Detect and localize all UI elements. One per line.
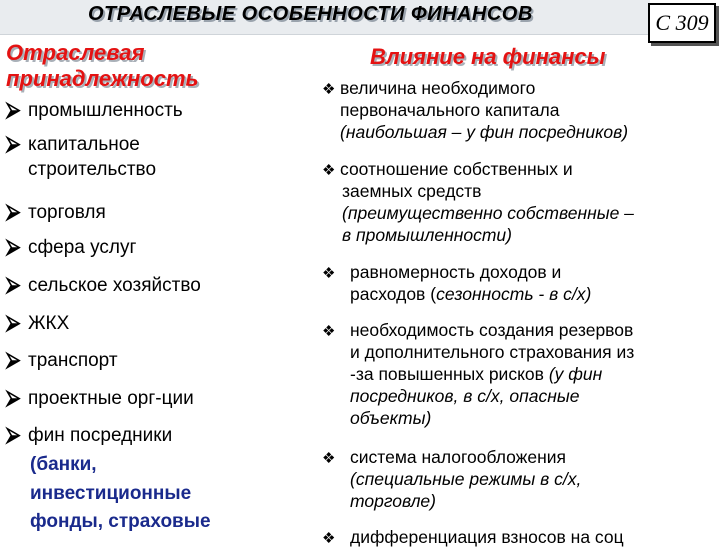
- diamond-bullet-icon: ❖: [322, 323, 336, 340]
- arrow-bullet-icon: ⮚: [6, 274, 21, 296]
- arrow-bullet-icon: ⮚: [6, 349, 21, 371]
- bullet-2-line2: заемных средств: [342, 181, 482, 201]
- bullet-5-line2: (специальные режимы в с/х,: [350, 469, 582, 489]
- page-number-box: С 309: [648, 3, 716, 43]
- arrow-bullet-icon: ⮚: [6, 236, 21, 258]
- bullet-5-line3: торговле): [350, 491, 436, 511]
- bullet-2-line3: (преимущественно собственные –: [342, 203, 634, 223]
- left-heading-line2: принадлежность: [6, 66, 199, 91]
- bullet-1-line3: (наибольшая – у фин посредников): [340, 122, 629, 142]
- list-item-industry: ⮚ промышленность: [6, 99, 183, 121]
- list-item-transport: ⮚ транспорт: [6, 349, 118, 371]
- slide-title: ОТРАСЛЕВЫЕ ОСОБЕННОСТИ ФИНАНСОВ: [88, 3, 533, 25]
- list-item-services: ⮚ сфера услуг: [6, 236, 137, 258]
- bullet-2-line4: в промышленности): [342, 225, 512, 245]
- list-item-housing: ⮚ ЖКХ: [6, 312, 70, 334]
- bullet-4-line3: -за повышенных рисков (у фин: [350, 364, 603, 384]
- arrow-bullet-icon: ⮚: [6, 387, 21, 409]
- list-item-design: ⮚ проектные орг-ции: [6, 387, 194, 409]
- bullet-4-line2: и дополнительного страхования из: [350, 342, 635, 362]
- left-heading-line1: Отраслевая: [6, 40, 145, 65]
- list-item-financial: ⮚ фин посредники: [6, 424, 173, 446]
- arrow-bullet-icon: ⮚: [6, 424, 21, 446]
- list-item-financial-insurance: фонды, страховые: [30, 511, 211, 532]
- diamond-bullet-icon: ❖: [322, 530, 336, 547]
- diamond-bullet-icon: ❖: [322, 162, 336, 179]
- arrow-bullet-icon: ⮚: [6, 201, 21, 223]
- arrow-bullet-icon: ⮚: [6, 99, 21, 121]
- bullet-4-line1: ❖ необходимость создания резервов: [322, 320, 633, 343]
- diamond-bullet-icon: ❖: [322, 450, 336, 467]
- bullet-6-line1: ❖ дифференциация взносов на соц: [322, 527, 624, 550]
- arrow-bullet-icon: ⮚: [6, 312, 21, 334]
- list-item-construction-cont: строительство: [28, 159, 157, 180]
- list-item-financial-funds: инвестиционные: [30, 483, 192, 504]
- bullet-1-line1: ❖ величина необходимого: [322, 78, 535, 101]
- bullet-2-line1: ❖ соотношение собственных и: [322, 159, 573, 182]
- list-item-trade: ⮚ торговля: [6, 201, 106, 223]
- list-item-construction: ⮚ капитальное: [6, 133, 140, 155]
- diamond-bullet-icon: ❖: [322, 81, 336, 98]
- list-item-agriculture: ⮚ сельское хозяйство: [6, 274, 201, 296]
- bullet-4-line5: объекты): [350, 408, 432, 428]
- bullet-4-line4: посредников, в с/х, опасные: [350, 386, 580, 406]
- list-item-financial-banks: (банки,: [30, 454, 97, 475]
- bullet-5-line1: ❖ система налогообложения: [322, 447, 566, 470]
- bullet-3-line2: расходов (сезонность - в с/х): [350, 284, 592, 304]
- bullet-3-line1: ❖ равномерность доходов и: [322, 262, 561, 285]
- diamond-bullet-icon: ❖: [322, 265, 336, 282]
- right-heading: Влияние на финансы: [370, 44, 606, 69]
- arrow-bullet-icon: ⮚: [6, 133, 21, 155]
- bullet-1-line2: первоначального капитала: [340, 100, 560, 120]
